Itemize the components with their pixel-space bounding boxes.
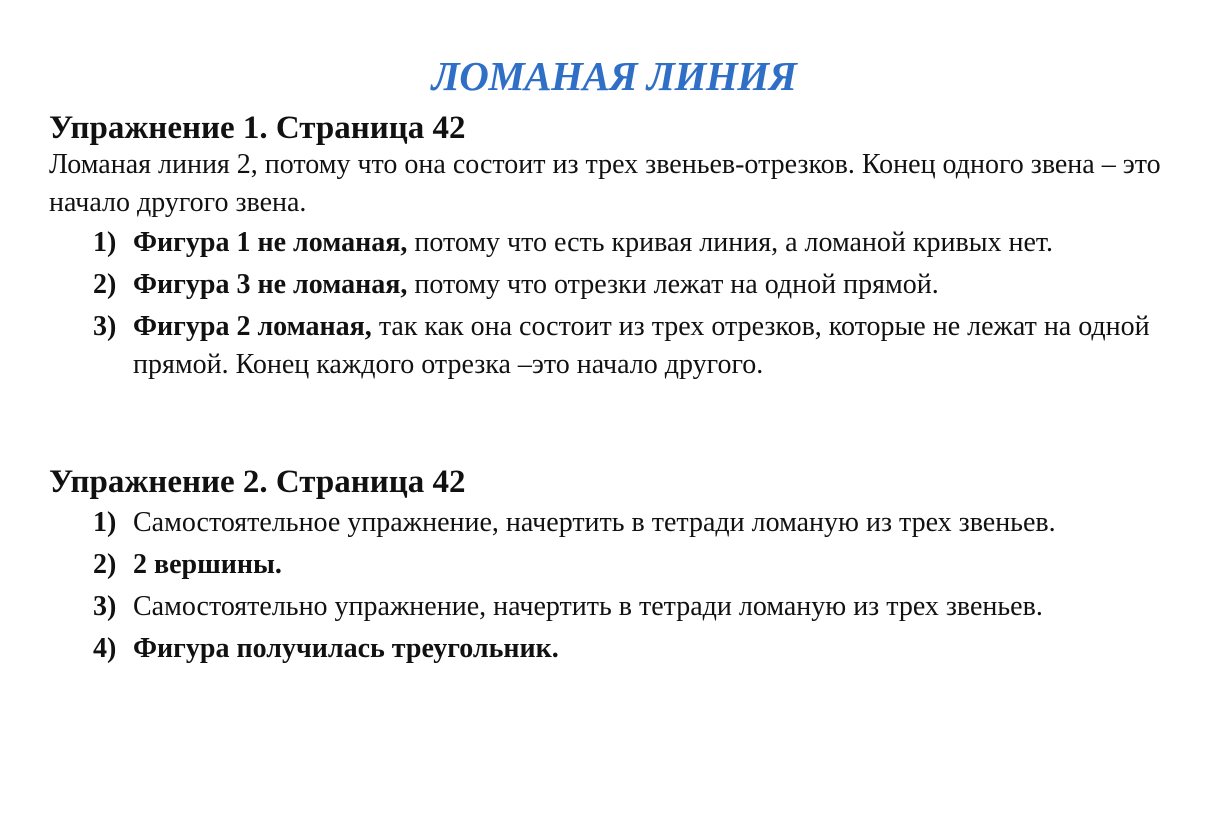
list-item-text: Самостоятельно упражнение, начертить в тетради ломаную из трех звеньев.: [133, 591, 1043, 622]
list-item-number: 1): [93, 227, 117, 258]
list-item-bold-text: 2 вершины.: [133, 549, 282, 580]
list-item: [0, 266, 1228, 304]
list-item: [0, 546, 1228, 584]
exercise-1-list: [0, 224, 1228, 384]
list-item-bold-text: Фигура 3 не ломаная,: [133, 269, 408, 300]
list-item-number: 2): [93, 269, 117, 300]
list-item-number: 2): [93, 549, 117, 580]
list-item-text: потому что отрезки лежат на одной прямой.: [407, 269, 939, 300]
exercise-2-heading: Упражнение 2. Страница 42: [49, 464, 466, 500]
list-item-bold-text: Фигура 1 не ломаная,: [133, 227, 408, 258]
list-item-number: 4): [93, 633, 117, 664]
list-item: [0, 504, 1228, 542]
exercise-1-heading: Упражнение 1. Страница 42: [49, 110, 466, 146]
list-item-bold-text: Фигура получилась треугольник.: [133, 633, 559, 664]
page-title: ЛОМАНАЯ ЛИНИЯ: [431, 53, 797, 99]
list-item-number: 3): [93, 591, 117, 622]
list-item-number: 1): [93, 507, 117, 538]
list-item-number: 3): [93, 311, 117, 342]
list-item-bold-text: Фигура 2 ломаная,: [133, 311, 372, 342]
list-item: [0, 224, 1228, 262]
list-item: [0, 588, 1228, 626]
list-item-text: так как она состоит из трех отрезков, которые не лежат на одной прямой. Конец каждого отрезка –это начало другого.: [133, 311, 1150, 380]
exercise-1-paragraph: Ломаная линия 2, потому что она состоит из трех звеньев-отрезков. Конец одного звена – это начало другого звена.: [49, 149, 1161, 218]
exercise-2-list: [0, 504, 1228, 668]
list-item-text: Самостоятельное упражнение, начертить в тетради ломаную из трех звеньев.: [133, 507, 1056, 538]
list-item: [0, 630, 1228, 668]
list-item-text: потому что есть кривая линия, а ломаной кривых нет.: [407, 227, 1054, 258]
list-item: [0, 308, 1228, 384]
